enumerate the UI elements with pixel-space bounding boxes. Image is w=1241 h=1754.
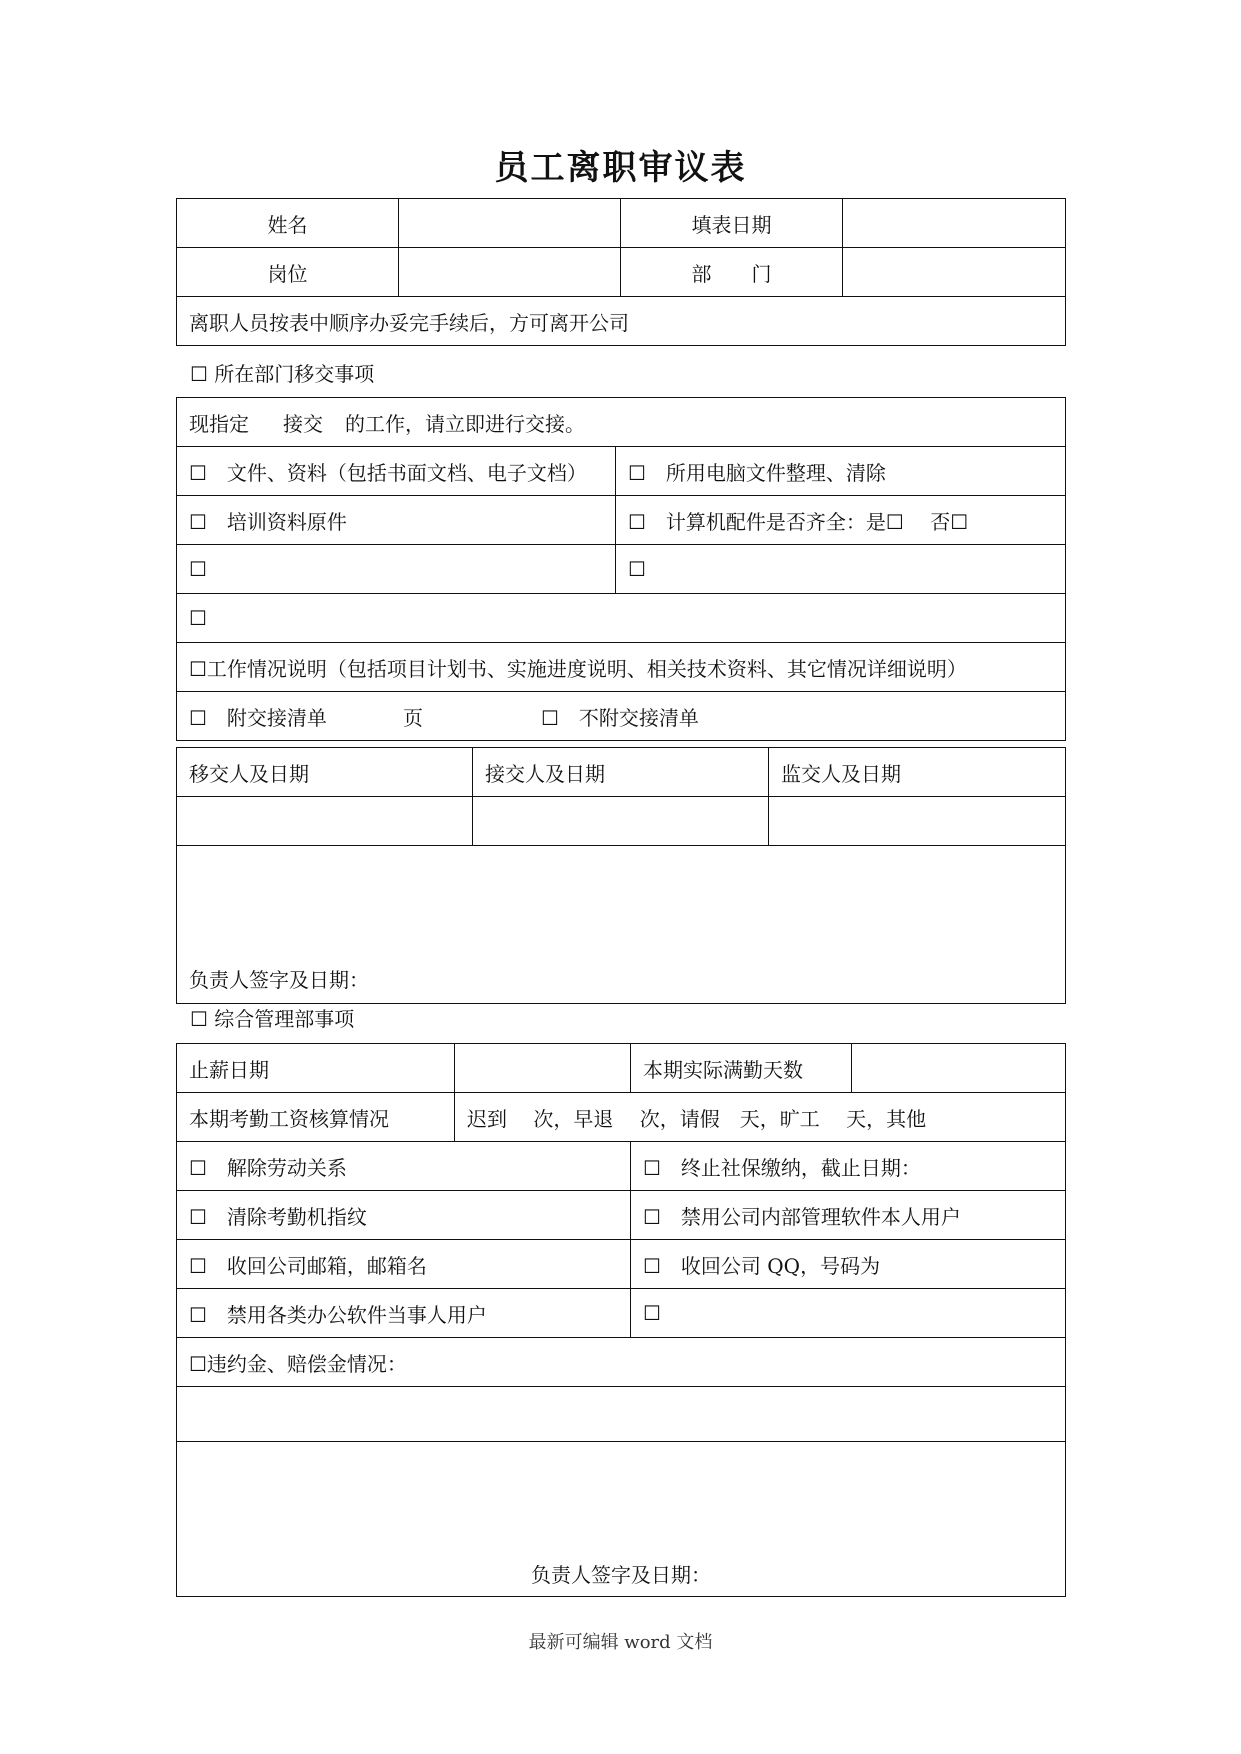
supervised-by-label: 监交人及日期: [769, 748, 1066, 797]
page-unit: 页: [402, 705, 423, 730]
checkbox-blank-admin[interactable]: ☐: [631, 1289, 1066, 1338]
attendance-days-field[interactable]: [852, 1044, 1066, 1093]
checkbox-disable-internal[interactable]: ☐ 禁用公司内部管理软件本人用户: [631, 1191, 1066, 1240]
checkbox-work-status[interactable]: ☐工作情况说明（包括项目计划书、实施进度说明、相关技术资料、其它情况详细说明）: [177, 643, 1066, 692]
dept-handover-table: [176, 397, 1066, 741]
salary-stop-label: 止薪日期: [177, 1044, 455, 1093]
salary-stop-field[interactable]: [455, 1044, 631, 1093]
attendance-days-label: 本期实际满勤天数: [631, 1044, 852, 1093]
supervised-by-field[interactable]: [769, 797, 1066, 846]
footer-text: 最新可编辑 word 文档: [528, 1632, 713, 1653]
checkbox-clear-fingerprint[interactable]: ☐ 清除考勤机指纹: [177, 1191, 631, 1240]
designate-text-c: 的工作，请立即进行交接。: [345, 411, 585, 436]
checkbox-recover-email[interactable]: ☐ 收回公司邮箱，邮箱名: [177, 1240, 631, 1289]
fill-date-field[interactable]: [843, 199, 1066, 248]
payroll-detail[interactable]: 迟到 次，早退 次，请假 天，旷工 天，其他: [455, 1093, 1066, 1142]
admin-signature[interactable]: 负责人签字及日期：: [177, 1442, 1066, 1597]
received-by-field[interactable]: [473, 797, 769, 846]
received-by-label: 接交人及日期: [473, 748, 769, 797]
handover-by-label: 移交人及日期: [177, 748, 473, 797]
dept-signature[interactable]: 负责人签字及日期：: [177, 846, 1066, 1004]
name-field[interactable]: [399, 199, 621, 248]
position-label: 岗位: [177, 248, 399, 297]
designate-text-b: 接交: [283, 411, 323, 436]
department-field[interactable]: [843, 248, 1066, 297]
instruction-text: 离职人员按表中顺序办妥完手续后，方可离开公司: [177, 297, 1066, 346]
checkbox-blank-3[interactable]: ☐: [177, 594, 1066, 643]
checkbox-blank-2[interactable]: ☐: [616, 545, 1066, 594]
checkbox-docs[interactable]: ☐ 文件、资料（包括书面文档、电子文档）: [177, 447, 616, 496]
penalty-field[interactable]: [177, 1387, 1066, 1442]
checkbox-pc-files[interactable]: ☐ 所用电脑文件整理、清除: [616, 447, 1066, 496]
section-dept-heading: ☐ 所在部门移交事项: [190, 362, 375, 386]
name-label: 姓名: [177, 199, 399, 248]
checkbox-attach-list[interactable]: ☐ 附交接清单: [189, 705, 327, 730]
checkbox-training[interactable]: ☐ 培训资料原件: [177, 496, 616, 545]
payroll-label: 本期考勤工资核算情况: [177, 1093, 455, 1142]
checkbox-no-attach[interactable]: ☐ 不附交接清单: [540, 705, 699, 730]
employee-info-table: [176, 198, 1066, 346]
section-admin-heading: ☐ 综合管理部事项: [190, 1007, 355, 1031]
checkbox-disable-office[interactable]: ☐ 禁用各类办公软件当事人用户: [177, 1289, 631, 1338]
checkbox-penalty[interactable]: ☐违约金、赔偿金情况：: [177, 1338, 1066, 1387]
designate-text-a: 现指定: [189, 411, 249, 436]
checkbox-terminate-labor[interactable]: ☐ 解除劳动关系: [177, 1142, 631, 1191]
handover-sign-table: [176, 747, 1066, 1004]
page-title: 员工离职审议表: [494, 148, 747, 188]
attach-row: [177, 692, 1066, 741]
handover-by-field[interactable]: [177, 797, 473, 846]
checkbox-accessories[interactable]: ☐ 计算机配件是否齐全：是☐ 否☐: [616, 496, 1066, 545]
checkbox-recover-qq[interactable]: ☐ 收回公司 QQ，号码为: [631, 1240, 1066, 1289]
admin-table: [176, 1043, 1066, 1597]
position-field[interactable]: [399, 248, 621, 297]
fill-date-label: 填表日期: [621, 199, 843, 248]
checkbox-stop-insurance[interactable]: ☐ 终止社保缴纳，截止日期：: [631, 1142, 1066, 1191]
checkbox-blank-1[interactable]: ☐: [177, 545, 616, 594]
designate-row: [177, 398, 1066, 447]
department-label: 部 门: [621, 248, 843, 297]
